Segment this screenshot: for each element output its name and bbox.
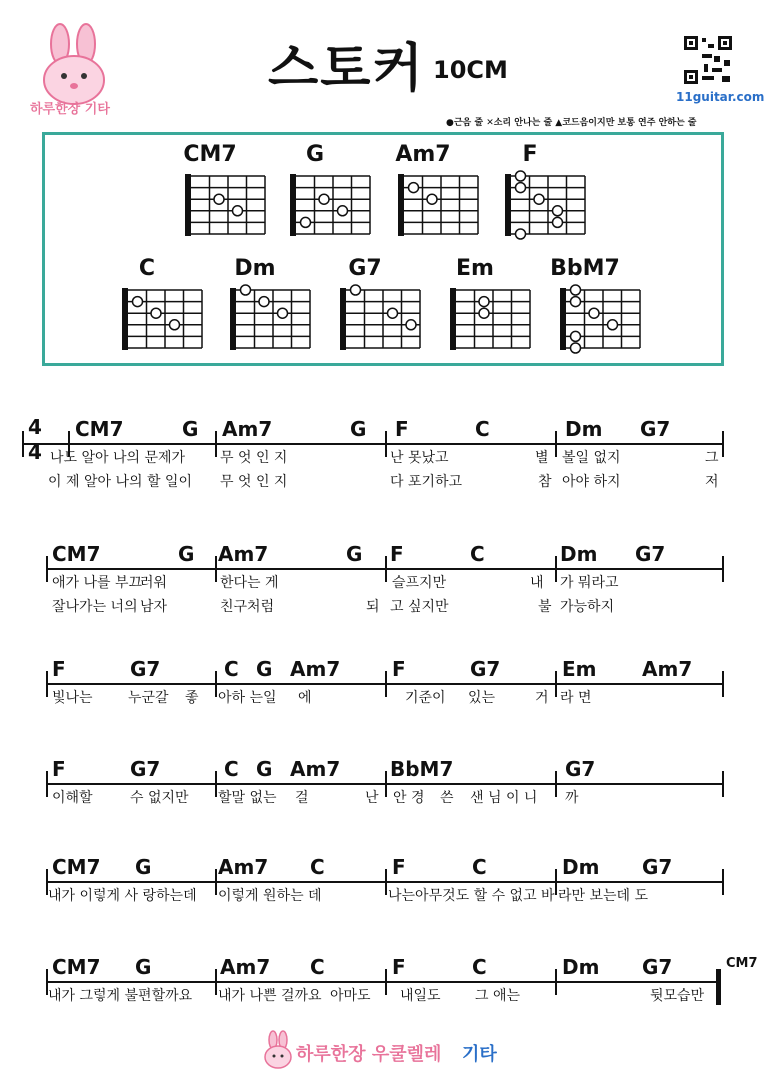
staff-line <box>46 683 722 685</box>
lyric-line-1: 라 면 <box>560 690 592 706</box>
measure-chord: Am7 <box>218 542 269 566</box>
lyric-line-1: 내가 그렇게 불편할까요 <box>48 988 193 1004</box>
measure-chord: CM7 <box>52 855 101 879</box>
measure-chord: G7 <box>565 757 596 781</box>
chord-diagram-grid <box>340 288 424 352</box>
lyric-line-1: 거 <box>535 690 549 706</box>
finger-dot <box>589 308 599 318</box>
measure-chord: Dm <box>562 855 600 879</box>
lyric-line-2: 불 <box>538 599 552 615</box>
lyric-line-1: 걸 <box>295 790 309 806</box>
measure-chord: F <box>52 657 66 681</box>
finger-dot <box>571 331 581 341</box>
measure-chord: F <box>392 657 406 681</box>
measure-chord: G7 <box>642 855 673 879</box>
finger-dot <box>214 194 224 204</box>
finger-dot <box>427 194 437 204</box>
bar-line <box>46 556 48 582</box>
lyric-line-1: 뒷모습만 <box>650 988 705 1004</box>
bar-line <box>385 431 387 457</box>
chord-diagram-grid <box>122 288 206 352</box>
finger-dot <box>259 297 269 307</box>
staff-line <box>46 881 722 883</box>
chord-diagram-name: F <box>522 142 538 167</box>
bar-line <box>385 969 387 995</box>
bar-line <box>385 556 387 582</box>
finger-dot <box>388 308 398 318</box>
finger-dot <box>241 285 251 295</box>
bar-line <box>215 771 217 797</box>
time-signature-bottom: 4 <box>28 440 42 464</box>
bar-line <box>215 556 217 582</box>
measure-chord: C <box>310 955 325 979</box>
lyric-line-1: 러워 <box>140 575 168 591</box>
lyric-line-2: 저 <box>705 474 719 490</box>
measure-chord: Am7 <box>642 657 693 681</box>
lyric-line-1: 까 <box>565 790 579 806</box>
bar-line <box>555 969 557 995</box>
staff-line <box>46 783 722 785</box>
measure-chord: CM7 <box>52 955 101 979</box>
lyric-line-2: 무 엇 인 지 <box>220 474 288 490</box>
lyric-line-1: 아하 는일 <box>218 690 277 706</box>
chord-diagram-name: G <box>305 142 325 167</box>
finger-dot <box>516 183 526 193</box>
measure-chord: G <box>178 542 195 566</box>
lyric-line-1: 이해할 <box>52 790 93 806</box>
lyric-line-1: 나는아무것도 할 수 없고 바 <box>388 888 555 904</box>
measure-chord: G <box>182 417 199 441</box>
chord-diagram-grid <box>290 174 374 238</box>
lyric-line-1: 아마도 <box>330 988 371 1004</box>
lyric-line-2: 이 제 알아 나의 할 일이 <box>48 474 192 490</box>
bar-line <box>555 869 557 895</box>
measure-chord: G7 <box>640 417 671 441</box>
measure-chord: G <box>256 657 273 681</box>
measure-chord: C <box>472 855 487 879</box>
measure-chord: Am7 <box>290 657 341 681</box>
lyric-line-1: 기준이 <box>405 690 446 706</box>
finger-dot <box>170 320 180 330</box>
bar-line <box>46 771 48 797</box>
lyric-line-1: 한다는 게 <box>220 575 279 591</box>
lyric-line-1: 에 <box>298 690 312 706</box>
lyric-line-2: 가능하지 <box>560 599 615 615</box>
measure-chord: C <box>472 955 487 979</box>
measure-chord: C <box>224 657 239 681</box>
site-url: 11guitar.com <box>676 90 765 104</box>
chord-diagram-name: Dm <box>234 256 276 281</box>
measure-chord: G7 <box>470 657 501 681</box>
finger-dot <box>553 217 563 227</box>
lyric-line-1: 수 없지만 <box>130 790 189 806</box>
footer-brand-suffix: 기타 <box>462 1044 497 1065</box>
measure-chord: Am7 <box>220 955 271 979</box>
bar-line <box>215 671 217 697</box>
measure-chord: G7 <box>130 657 161 681</box>
finger-dot <box>479 297 489 307</box>
diagram-legend: ●근음 줄 ✕소리 안나는 줄 ▲코드음이지만 보통 연주 안하는 줄 <box>446 118 697 128</box>
finger-dot <box>571 297 581 307</box>
measure-chord: G7 <box>130 757 161 781</box>
measure-chord: Am7 <box>290 757 341 781</box>
finger-dot <box>319 194 329 204</box>
bar-line <box>385 771 387 797</box>
lyric-line-1: 볼일 없지 <box>562 450 621 466</box>
chord-diagram-grid <box>450 288 534 352</box>
staff-line <box>22 443 722 445</box>
measure-chord: C <box>310 855 325 879</box>
measure-chord: G <box>135 955 152 979</box>
lyric-line-1: 빛나는 <box>52 690 93 706</box>
measure-chord: Em <box>562 657 597 681</box>
staff-line <box>46 568 722 570</box>
lyric-line-2: 고 싶지만 <box>390 599 449 615</box>
measure-chord: G <box>256 757 273 781</box>
artist-name: 10CM <box>433 56 508 84</box>
measure-chord: Am7 <box>222 417 273 441</box>
chord-diagram-grid <box>185 174 269 238</box>
finger-dot <box>278 308 288 318</box>
bar-line <box>722 771 724 797</box>
measure-chord: G7 <box>635 542 666 566</box>
lyric-line-1: 가 뭐라고 <box>560 575 619 591</box>
finger-dot <box>534 194 544 204</box>
footer-bunny-icon <box>262 1030 294 1070</box>
bar-line <box>722 556 724 582</box>
lyric-line-1: 라만 보는데 도 <box>558 888 649 904</box>
time-signature-top: 4 <box>28 415 42 439</box>
bar-line <box>215 969 217 995</box>
chord-diagram-name: CM7 <box>183 142 237 167</box>
bar-line <box>555 556 557 582</box>
lyric-line-2: 친구처럼 <box>220 599 275 615</box>
finger-dot <box>151 308 161 318</box>
lyric-line-1: 있는 <box>468 690 496 706</box>
finger-dot <box>553 206 563 216</box>
lyric-line-1: 애가 나를 부끄 <box>52 575 143 591</box>
lyric-line-2: 참 <box>538 474 552 490</box>
lyric-line-1: 난 <box>365 790 379 806</box>
bar-line <box>555 431 557 457</box>
lyric-line-1: 샌 님 이 니 <box>470 790 538 806</box>
bar-line <box>215 869 217 895</box>
measure-chord: F <box>395 417 409 441</box>
finger-dot <box>301 217 311 227</box>
measure-chord: G7 <box>642 955 673 979</box>
bar-line <box>722 869 724 895</box>
bar-line <box>716 969 721 1005</box>
measure-chord: CM7 <box>52 542 101 566</box>
finger-dot <box>233 206 243 216</box>
lyric-line-2: 다 포기하고 <box>390 474 463 490</box>
lyric-line-1: 누군갈 <box>128 690 169 706</box>
bar-line <box>555 671 557 697</box>
finger-dot <box>516 171 526 181</box>
end-chord: CM7 <box>726 956 758 971</box>
staff-line <box>46 981 716 983</box>
bar-line <box>722 671 724 697</box>
finger-dot <box>338 206 348 216</box>
bar-line <box>385 869 387 895</box>
measure-chord: BbM7 <box>390 757 454 781</box>
chord-diagram-name: Am7 <box>395 142 451 167</box>
finger-dot <box>608 320 618 330</box>
chord-diagram-name: BbM7 <box>550 256 620 281</box>
lyric-line-2: 되 <box>366 599 380 615</box>
finger-dot <box>351 285 361 295</box>
logo-text: 하루한장 기타 <box>30 102 110 117</box>
lyric-line-1: 그 <box>705 450 719 466</box>
measure-chord: Dm <box>565 417 603 441</box>
lyric-line-1: 난 못났고 <box>390 450 449 466</box>
finger-dot <box>406 320 416 330</box>
finger-dot <box>571 343 581 353</box>
chord-diagram-name: C <box>138 256 156 281</box>
chord-diagram-grid <box>230 288 314 352</box>
measure-chord: F <box>392 955 406 979</box>
song-title: 스토커 <box>268 39 425 99</box>
finger-dot <box>409 183 419 193</box>
chord-diagram-name: Em <box>456 256 494 281</box>
bar-line <box>215 431 217 457</box>
measure-chord: G <box>350 417 367 441</box>
lyric-line-1: 좋 <box>185 690 199 706</box>
chord-diagram-name: G7 <box>348 256 382 281</box>
lyric-line-1: 그 애는 <box>475 988 521 1004</box>
finger-dot <box>479 308 489 318</box>
lyric-line-1: 내일도 <box>400 988 441 1004</box>
bar-line <box>22 431 24 457</box>
footer-brand: 하루한장 우쿨렐레 <box>296 1044 442 1065</box>
measure-chord: Dm <box>560 542 598 566</box>
lyric-line-1: 내가 나쁜 걸까요 <box>218 988 322 1004</box>
lyric-line-1: 슬프지만 <box>392 575 447 591</box>
lyric-line-1: 쓴 <box>440 790 454 806</box>
finger-dot <box>516 229 526 239</box>
measure-chord: F <box>52 757 66 781</box>
lyric-line-2: 남자 <box>140 599 168 615</box>
lyric-line-1: 내 <box>530 575 544 591</box>
lyric-line-1: 무 엇 인 지 <box>220 450 288 466</box>
lyric-line-2: 잘나가는 너의 <box>52 599 138 615</box>
lyric-line-1: 별 <box>535 450 549 466</box>
measure-chord: G <box>135 855 152 879</box>
chord-diagram-grid <box>398 174 482 238</box>
chord-diagram-grid <box>560 288 644 352</box>
qr-code-icon <box>684 36 732 84</box>
measure-chord: F <box>390 542 404 566</box>
chord-diagram-grid <box>505 174 589 238</box>
measure-chord: C <box>470 542 485 566</box>
lyric-line-1: 이렇게 원하는 데 <box>218 888 322 904</box>
lyric-line-1: 나도 알아 나의 문제가 <box>50 450 186 466</box>
finger-dot <box>133 297 143 307</box>
measure-chord: G <box>346 542 363 566</box>
finger-dot <box>571 285 581 295</box>
bar-line <box>385 671 387 697</box>
measure-chord: CM7 <box>75 417 124 441</box>
lyric-line-1: 할말 없는 <box>218 790 277 806</box>
lyric-line-1: 안 경 <box>393 790 425 806</box>
lyric-line-2: 아야 하지 <box>562 474 621 490</box>
measure-chord: Am7 <box>218 855 269 879</box>
bar-line <box>46 671 48 697</box>
measure-chord: Dm <box>562 955 600 979</box>
bar-line <box>722 431 724 457</box>
bar-line <box>555 771 557 797</box>
measure-chord: C <box>475 417 490 441</box>
measure-chord: C <box>224 757 239 781</box>
lyric-line-1: 내가 이렇게 사 랑하는데 <box>48 888 197 904</box>
measure-chord: F <box>392 855 406 879</box>
